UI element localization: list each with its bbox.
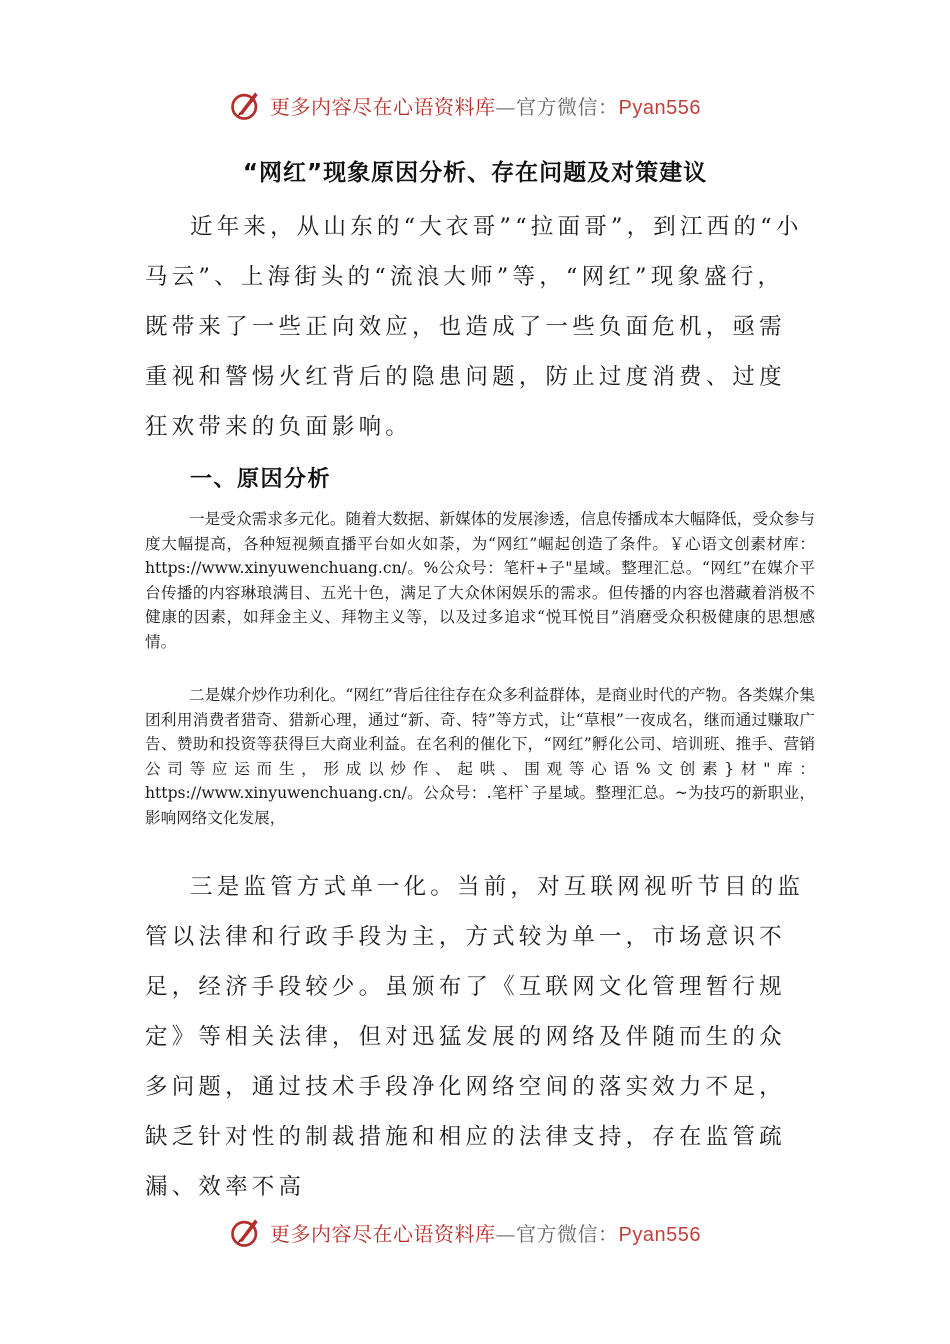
intro-paragraph: 近年来，从山东的“大衣哥”“拉面哥”，到江西的“小马云”、上海街头的“流浪大师”等，“网红”现象盛行，既带来了一些正向效应，也造成了一些负面危机，亟需重视和警惕火红背后的隐患问题，防止过度消费、过度狂欢带来的负面影响。	[145, 214, 803, 440]
banner-text	[270, 1218, 701, 1247]
paragraph-regulation: 三是监管方式单一化。当前，对互联网视听节目的监管以法律和行政手段为主，方式较为单一，市场意识不足，经济手段较少。虽颁布了《互联网文化管理暂行规定》等相关法律，但对迅猛发展的网络及伴随而生的众多问题，通过技术手段净化网络空间的落实效力不足，缺乏针对性的制裁措施和相应的法律支持，存在监管疏漏、效率不高	[145, 874, 805, 1200]
banner-separator: —	[495, 94, 516, 119]
quill-pen-logo-icon	[228, 1214, 264, 1250]
banner-text	[270, 91, 701, 120]
banner-main-text: 更多内容尽在心语资料库	[270, 94, 496, 119]
document-title: “网红”现象原因分析、存在问题及对策建议	[242, 160, 708, 186]
banner-main-text: 更多内容尽在心语资料库	[270, 1221, 496, 1246]
footer-banner	[0, 1207, 950, 1257]
banner-official-label: 官方微信：	[516, 1221, 619, 1246]
header-banner	[0, 80, 950, 130]
paragraph-media-hype: 二是媒介炒作功利化。“网红”背后往往存在众多利益群体，是商业时代的产物。各类媒介集团利用消费者猎奇、猎新心理，通过“新、奇、特”等方式，让“草根”一夜成名，继而通过赚取广告、赞助和投资等获得巨大商业利益。在名利的催化下，“网红”孵化公司、培训班、推手、营销公司等应运而生，形成以炒作、起哄、围观等心语%文创素}材"库：https://www.xinyuwenchuang.cn/。公众号：.笔杆`子星域。整理汇总。~为技巧的新职业，影响网络文化发展，	[145, 686, 815, 827]
banner-handle: Pyan556	[618, 1223, 701, 1246]
banner-official-label: 官方微信：	[516, 94, 619, 119]
quill-pen-logo-icon	[228, 87, 264, 123]
banner-content	[228, 80, 701, 130]
banner-separator: —	[495, 1221, 516, 1246]
section-heading-causes: 一、原因分析	[190, 467, 332, 492]
paragraph-audience-demand: 一是受众需求多元化。随着大数据、新媒体的发展渗透，信息传播成本大幅降低，受众参与度大幅提高，各种短视频直播平台如火如荼，为“网红”崛起创造了条件。￥心语文创素材库：https://www.xinyuwenchuang.cn/。%公众号：笔杆+子"星域。整理汇总。“网红”在媒介平台传播的内容琳琅满目、五光十色，满足了大众休闲娱乐的需求。但传播的内容也潜藏着消极不健康的因素，如拜金主义、拜物主义等，以及过多追求“悦耳悦目”消磨受众积极健康的思想感情。	[145, 510, 815, 651]
banner-content	[228, 1207, 701, 1257]
banner-handle: Pyan556	[618, 96, 701, 119]
